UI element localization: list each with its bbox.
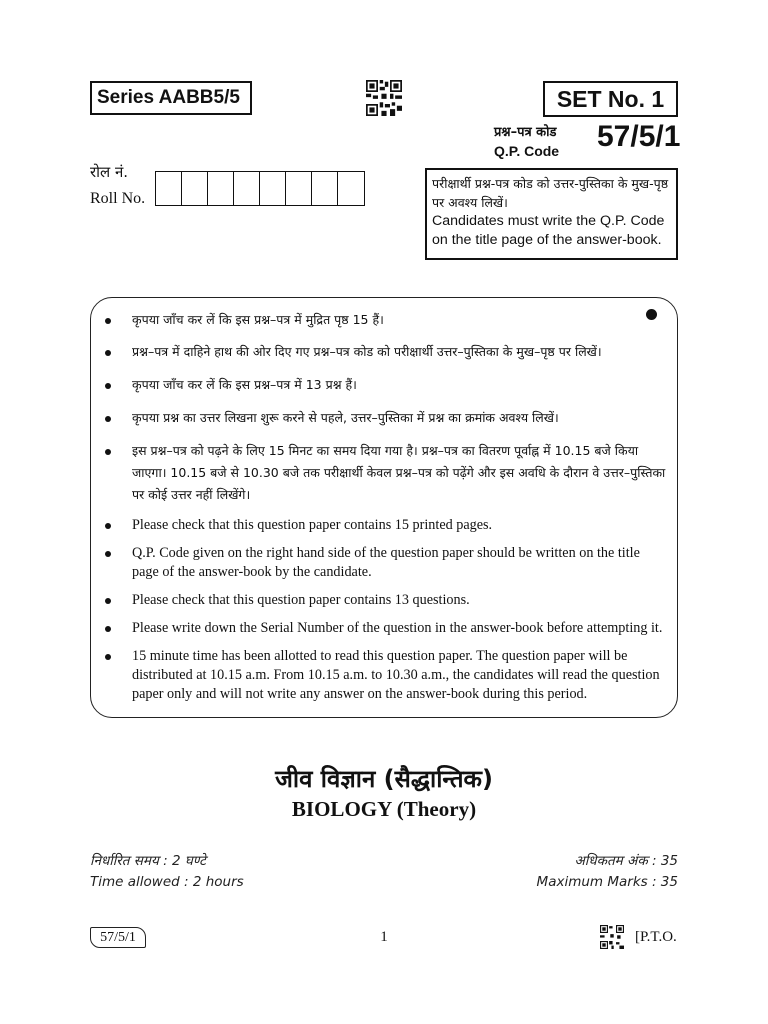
notice-hindi: परीक्षार्थी प्रश्न-पत्र कोड को उत्तर-पुस्तिका के मुख-पृष्ठ पर अवश्य लिखें। xyxy=(432,176,669,210)
instruction-item: Please check that this question paper contains 15 printed pages. xyxy=(100,516,666,535)
qr-code-icon xyxy=(600,925,624,949)
series-label: Series AABB5/5 xyxy=(90,81,252,115)
set-number: SET No. 1 xyxy=(543,81,678,117)
instruction-item: कृपया जाँच कर लें कि इस प्रश्न–पत्र में 13 प्रश्न हैं। xyxy=(100,374,666,396)
notice-english: Candidates must write the Q.P. Code on the title page of the answer-book. xyxy=(432,213,665,248)
instruction-item: कृपया जाँच कर लें कि इस प्रश्न–पत्र में मुद्रित पृष्ठ 15 हैं। xyxy=(100,309,666,331)
page-number: 1 xyxy=(380,929,388,945)
roll-no-boxes[interactable] xyxy=(155,171,365,206)
roll-no-label-english: Roll No. xyxy=(90,190,146,207)
roll-no-label-hindi: रोल नं. xyxy=(90,163,129,181)
qp-code-notice xyxy=(425,168,678,260)
time-allowed-english: Time allowed : 2 hours xyxy=(90,874,244,890)
instruction-item: कृपया प्रश्न का उत्तर लिखना शुरू करने से पहले, उत्तर–पुस्तिका में प्रश्न का क्रमांक अवश्य लिखें। xyxy=(100,407,666,429)
instruction-item: 15 minute time has been allotted to read this question paper. The question paper will be distributed at 10.15 a.m. From 10.15 a.m. to 10.30 a.m., the candidates will read the question paper only and will not write any answer on the answer-book during this period. xyxy=(100,647,666,704)
footer-qp-code: 57/5/1 xyxy=(90,927,146,948)
instruction-item: Q.P. Code given on the right hand side of the question paper should be written on the title page of the answer-book by the candidate. xyxy=(100,544,666,582)
roll-no-box[interactable] xyxy=(182,172,208,205)
instruction-item: इस प्रश्न–पत्र को पढ़ने के लिए 15 मिनट का समय दिया गया है। प्रश्न–पत्र का वितरण पूर्वाह्न में 10.15 बजे किया जाएगा। 10.15 बजे से 10.30 बजे तक परीक्षार्थी केवल प्रश्न–पत्र को पढ़ेंगे और इस अवधि के दौरान वे उत्तर–पुस्तिका पर कोई उत्तर नहीं लिखेंगे। xyxy=(100,440,666,506)
max-marks-hindi: अधिकतम अंक : 35 xyxy=(574,853,678,869)
instruction-item: Please check that this question paper contains 13 questions. xyxy=(100,591,666,610)
subject-title-english: BIOLOGY (Theory) xyxy=(291,797,477,821)
qp-code-value: 57/5/1 xyxy=(597,120,681,153)
roll-no-box[interactable] xyxy=(286,172,312,205)
instructions-list xyxy=(100,303,666,704)
qp-code-label-hindi: प्रश्न–पत्र कोड xyxy=(494,125,557,140)
roll-no-box[interactable] xyxy=(208,172,234,205)
time-allowed-hindi: निर्धारित समय : 2 घण्टे xyxy=(90,853,206,869)
instruction-item: Please write down the Serial Number of the question in the answer-book before attempting it. xyxy=(100,619,666,638)
pto-label: [P.T.O. xyxy=(635,929,677,945)
roll-no-box[interactable] xyxy=(312,172,338,205)
roll-no-box[interactable] xyxy=(260,172,286,205)
qp-code-label-english: Q.P. Code xyxy=(494,143,560,159)
roll-no-box[interactable] xyxy=(156,172,182,205)
qr-code-icon xyxy=(366,80,402,116)
max-marks-english: Maximum Marks : 35 xyxy=(536,874,678,890)
roll-no-box[interactable] xyxy=(234,172,260,205)
subject-title-hindi: जीव विज्ञान (सैद्धान्तिक) xyxy=(275,765,493,793)
roll-no-box[interactable] xyxy=(338,172,364,205)
instruction-item: प्रश्न–पत्र में दाहिने हाथ की ओर दिए गए प्रश्न–पत्र कोड को परीक्षार्थी उत्तर–पुस्तिका के मुख–पृष्ठ पर लिखें। xyxy=(100,341,666,363)
